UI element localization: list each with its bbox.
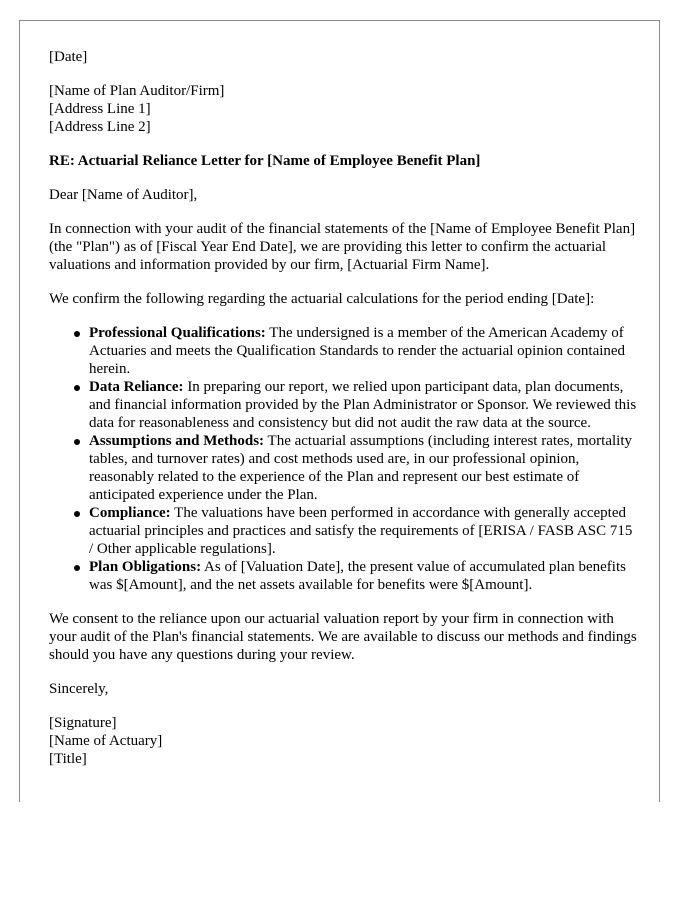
- bullet-icon: [74, 385, 80, 391]
- list-item: [89, 558, 639, 594]
- recipient-block: [49, 82, 639, 136]
- closing: Sincerely,: [49, 681, 109, 697]
- recipient-name: [Name of Plan Auditor/Firm]: [49, 83, 225, 99]
- item-text: In preparing our report, we relied upon participant data, plan documents, and financial information provided by the Plan Administrator or Sponsor. We reviewed this data for reasonableness and consistency but did not audit the raw data at the source.: [89, 379, 637, 431]
- letter-body: [49, 48, 639, 768]
- list-item: [89, 324, 639, 378]
- letter-page: [19, 20, 660, 802]
- recipient-address-line-2: [Address Line 2]: [49, 119, 151, 135]
- bullet-icon: [74, 511, 80, 517]
- item-text: The actuarial assumptions (including interest rates, mortality tables, and turnover rates) and cost methods used are, in our professional opinion, reasonably related to the experience of the Plan and represent our best estimate of anticipated experience under the Plan.: [89, 433, 633, 503]
- signature-placeholder: [Signature]: [49, 715, 117, 731]
- item-text: As of [Valuation Date], the present value of accumulated plan benefits was $[Amount], and the net assets available for benefits were $[Amount].: [89, 559, 626, 593]
- bullet-icon: [74, 439, 80, 445]
- letter-date: [Date]: [49, 49, 88, 65]
- item-text: The valuations have been performed in accordance with generally accepted actuarial principles and practices and satisfy the requirements of [ERISA / FASB ASC 715 / Other applicable regulations].: [89, 505, 633, 557]
- subject-line: RE: Actuarial Reliance Letter for [Name of Employee Benefit Plan]: [49, 153, 481, 169]
- item-term: Data Reliance:: [89, 379, 184, 395]
- list-item: [89, 432, 639, 504]
- salutation: Dear [Name of Auditor],: [49, 187, 198, 203]
- confirm-paragraph: We confirm the following regarding the actuarial calculations for the period ending [Date]:: [49, 291, 595, 307]
- item-term: Professional Qualifications:: [89, 325, 266, 341]
- recipient-address-line-1: [Address Line 1]: [49, 101, 151, 117]
- item-text: The undersigned is a member of the American Academy of Actuaries and meets the Qualification Standards to render the actuarial opinion contained herein.: [89, 325, 626, 377]
- actuary-name: [Name of Actuary]: [49, 733, 163, 749]
- item-term: Assumptions and Methods:: [89, 433, 265, 449]
- intro-paragraph: In connection with your audit of the financial statements of the [Name of Employee Benefit Plan] (the "Plan") as of [Fiscal Year End Date], we are providing this letter to confirm the actuarial valuations and information provided by our firm, [Actuarial Firm Name].: [49, 221, 636, 273]
- list-item: [89, 378, 639, 432]
- consent-paragraph: We consent to the reliance upon our actuarial valuation report by your firm in connection with your audit of the Plan's financial statements. We are available to discuss our methods and findings should you have any questions during your review.: [49, 611, 637, 663]
- confirmation-list: [49, 324, 639, 594]
- bullet-icon: [74, 565, 80, 571]
- item-term: Compliance:: [89, 505, 171, 521]
- actuary-title: [Title]: [49, 751, 87, 767]
- signature-block: [49, 714, 639, 768]
- bullet-icon: [74, 331, 80, 337]
- list-item: [89, 504, 639, 558]
- item-term: Plan Obligations:: [89, 559, 202, 575]
